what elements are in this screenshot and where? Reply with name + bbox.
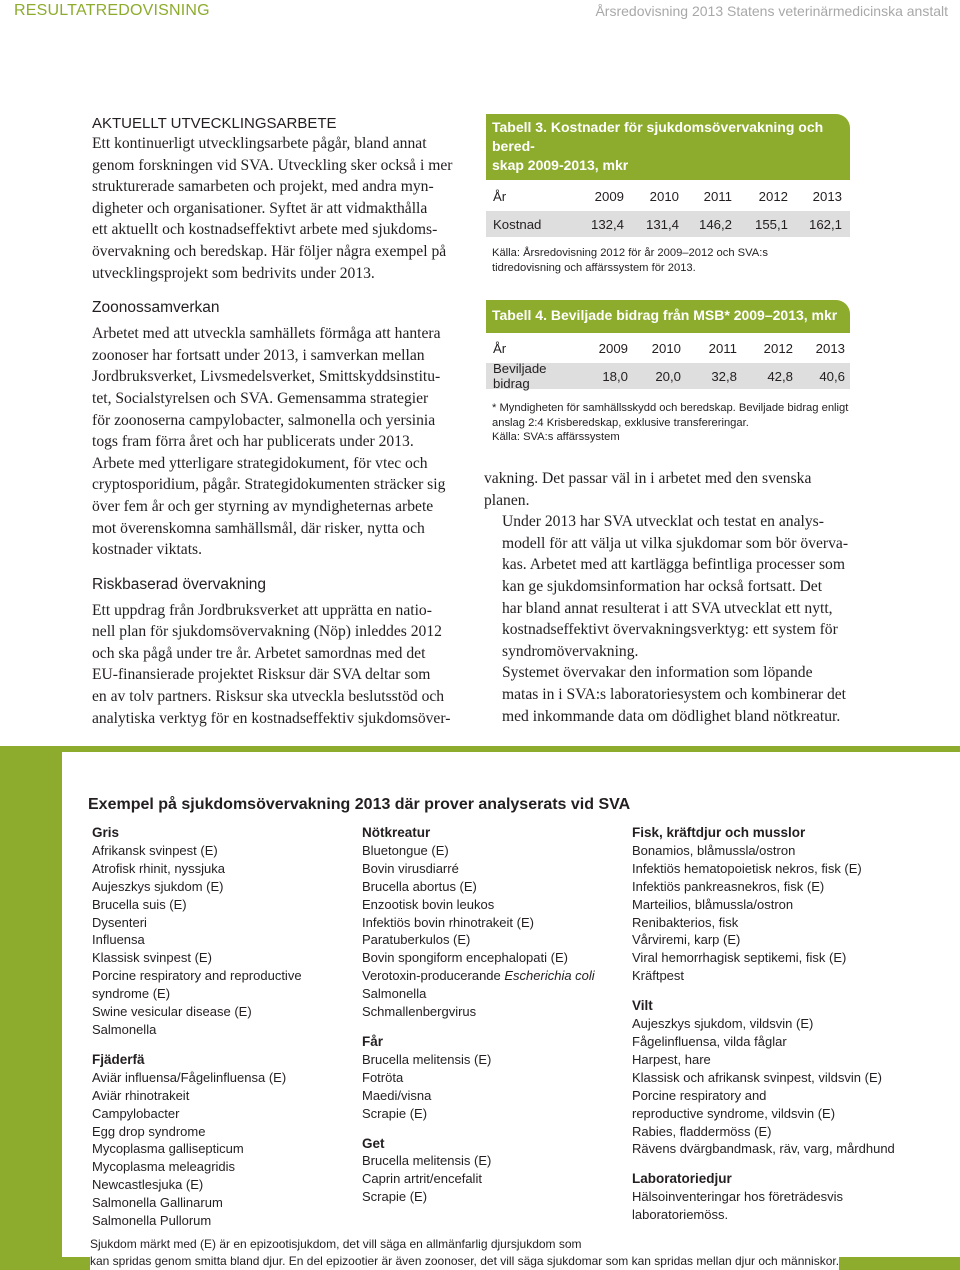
table4-note-line: * Myndigheten för samhällsskydd och beredskap. Beviljade bidrag enligt [492, 402, 849, 414]
right-column [486, 114, 850, 445]
disease-label: Salmonella Gallinarum [92, 1195, 223, 1211]
disease-label: Verotoxin-producerande [362, 968, 505, 984]
disease-item [92, 1194, 302, 1212]
text-line: Ett uppdrag från Jordbruksverket att upprätta en natio- [92, 601, 432, 619]
disease-label: Dysenteri [92, 914, 147, 930]
text-line: mot överenskomna samhällsmål, där risker, nytta och [92, 519, 425, 537]
disease-item [92, 967, 302, 985]
text-line: togs fram förra året och har publicerats under 2013. [92, 433, 414, 451]
text-line: med inkommande data om dödlighet bland nötkreatur. [502, 707, 841, 725]
left-column [92, 114, 467, 729]
table4-note-line: Källa: SVA:s affärssystem [492, 431, 620, 443]
disease-label: Porcine respiratory and reproductive [92, 968, 302, 984]
disease-label: Bonamios, blåmussla/ostron [632, 842, 796, 858]
table4-year: 2013 [815, 340, 845, 356]
disease-label: Salmonella Pullorum [92, 1213, 212, 1229]
table4-row-label: Beviljade bidrag [493, 361, 547, 391]
disease-item [632, 1087, 895, 1105]
disease-item [92, 1123, 302, 1141]
group-heading: Får [362, 1033, 384, 1049]
text-line: tet, Socialstyrelsen och SVA. Gemensamma strategier [92, 389, 429, 407]
disease-label: Klassisk och afrikansk svinpest, vildsvin (E) [632, 1069, 882, 1085]
table4-title: Tabell 4. Beviljade bidrag från MSB* 2009–2013, mkr [486, 300, 850, 333]
examples-column-3 [632, 824, 895, 1224]
disease-item [632, 1033, 895, 1051]
examples-panel [62, 752, 960, 1257]
table3-value: 155,1 [754, 216, 788, 232]
disease-item [632, 842, 895, 860]
disease-label: Enzootisk bovin leukos [362, 896, 495, 912]
intro-text [92, 133, 467, 284]
table3-year: 2011 [703, 188, 732, 204]
table4-value: 20,0 [655, 368, 681, 384]
disease-item [92, 878, 302, 896]
risk-text [92, 600, 467, 730]
group-heading: Get [362, 1135, 385, 1151]
text-line: kas. Arbetet med att kartlägga befintliga processer som [502, 556, 845, 574]
disease-item [92, 896, 302, 914]
disease-label: Bovin virusdiarré [362, 860, 459, 876]
table3-year: 2012 [758, 188, 788, 204]
table3-row-label: Kostnad [493, 216, 542, 232]
examples-column-1 [92, 824, 302, 1230]
group-heading: Vilt [632, 998, 653, 1014]
section-label: RESULTATREDOVISNING [14, 2, 210, 19]
disease-label: Mycoplasma gallisepticum [92, 1141, 244, 1157]
table3-note-line: tidredovisning och affärssystem för 2013. [492, 261, 696, 274]
disease-label: Marteilios, blåmussla/ostron [632, 896, 794, 912]
table3-note-line: Källa: Årsredovisning 2012 för år 2009–2012 och SVA:s [492, 247, 768, 259]
text-line: matas in i SVA:s laboratoriesystem och kombinerar det [502, 685, 847, 703]
footnote-line: Sjukdom märkt med (E) är en epizootisjukdom, det vill säga en allmänfarlig djursjukdom som [90, 1237, 582, 1251]
table4-year: 2011 [708, 340, 737, 356]
table4-value: 32,8 [711, 368, 737, 384]
text-line: analytiska verktyg för en kostnadseffektiv sjukdomsöver- [92, 709, 451, 727]
disease-label: Fågelinfluensa, vilda fåglar [632, 1033, 787, 1049]
table3-value-row [486, 211, 850, 237]
table4-value: 42,8 [767, 368, 793, 384]
disease-item [92, 1158, 302, 1176]
text-line: kan ge sjukdomsinformation har också fortsatt. Det [502, 577, 823, 595]
table4-note-line: anslag 2:4 Krisberedskap, exklusive transfereringar. [492, 416, 749, 429]
right-body-text [484, 468, 850, 727]
text-line: vakning. Det passar väl in i arbetet med den svenska [484, 470, 812, 487]
text-line: genom forskningen vid SVA. Utveckling sker också i mer [92, 156, 453, 174]
group-heading: Laboratoriedjur [632, 1171, 732, 1187]
text-line: digheter och organisationer. Syftet är att vidmakthålla [92, 199, 428, 217]
text-line: kostnader viktats. [92, 541, 203, 559]
text-line: utvecklingsprojekt som bedrivits under 2013. [92, 264, 375, 282]
text-line: cryptosporidium, pågår. Strategidokumenten sträcker sig [92, 476, 446, 494]
text-line: för zoonoserna campylobacter, salmonella och yersinia [92, 411, 436, 429]
disease-label: Porcine respiratory and [632, 1087, 767, 1103]
table3-value: 132,4 [590, 216, 624, 232]
table4-header-label: År [493, 340, 507, 356]
table3-note [486, 246, 850, 275]
disease-item [632, 1069, 895, 1087]
disease-label: Vårviremi, karp (E) [632, 932, 741, 948]
table4-header-row [486, 335, 850, 361]
disease-label: Maedi/visna [362, 1087, 432, 1103]
disease-item [362, 1069, 595, 1087]
disease-label: Infektiös pankreasnekros, fisk (E) [632, 878, 825, 894]
table3-value: 146,2 [698, 216, 732, 232]
disease-item [632, 860, 895, 878]
disease-item [632, 914, 895, 932]
disease-label: Salmonella [362, 986, 427, 1002]
disease-label: Fotröta [362, 1069, 404, 1085]
disease-label: Infektiös hematopoietisk nekros, fisk (E) [632, 860, 862, 876]
table3-value: 131,4 [645, 216, 679, 232]
disease-label: Egg drop syndrome [92, 1123, 206, 1139]
text-line: en av tolv partners. Risksur ska utveckla beslutsstöd och [92, 688, 445, 706]
disease-item [362, 1051, 595, 1069]
table4-year: 2009 [598, 340, 628, 356]
table3-title [486, 114, 850, 180]
footnote-line: kan spridas genom smitta bland djur. En del epizootier är även zoonoser, det vill säga sjukdomar som kan spridas mellan djur och människor. [90, 1254, 840, 1268]
table3-header-row [486, 183, 850, 209]
disease-item [632, 1015, 895, 1033]
disease-item [362, 1152, 595, 1170]
table4-value: 40,6 [819, 368, 845, 384]
disease-item [362, 914, 595, 932]
disease-label: Klassisk svinpest (E) [92, 950, 212, 966]
disease-item [362, 985, 595, 1003]
disease-item [92, 1140, 302, 1158]
disease-item [92, 985, 302, 1003]
disease-item [362, 860, 595, 878]
text-line: strukturerade samarbeten och projekt, med andra myn- [92, 178, 434, 196]
disease-item [92, 1021, 302, 1039]
disease-label: Newcastlesjuka (E) [92, 1177, 204, 1193]
disease-item [92, 1069, 302, 1087]
examples-box [0, 746, 960, 1270]
disease-item [632, 1123, 895, 1141]
examples-column-2 [362, 824, 595, 1206]
disease-item [362, 949, 595, 967]
disease-item [362, 931, 595, 949]
disease-item [362, 896, 595, 914]
table3-title-line: skap 2009-2013, mkr [492, 157, 629, 173]
disease-item [92, 949, 302, 967]
table3-title-line: Tabell 3. Kostnader för sjukdomsövervakning och bered- [492, 119, 824, 154]
text-line: zoonoser har fortsatt under 2013, i samverkan mellan [92, 346, 425, 364]
disease-item [92, 931, 302, 949]
text-line: och ska pågå under tre år. Arbetet samordnas med det [92, 644, 426, 662]
disease-item [92, 1212, 302, 1230]
zoonos-heading: Zoonossamverkan [92, 299, 220, 317]
disease-label: Brucella abortus (E) [362, 878, 477, 894]
disease-item [632, 1140, 895, 1158]
disease-item [632, 1105, 895, 1123]
disease-item [362, 878, 595, 896]
disease-label: Caprin artrit/encefalit [362, 1171, 482, 1187]
text-line: Under 2013 har SVA utvecklat och testat en analys- [502, 513, 824, 531]
disease-item [632, 967, 895, 985]
disease-label: Aujeszkys sjukdom (E) [92, 878, 224, 894]
disease-item [362, 842, 595, 860]
disease-item [362, 1170, 595, 1188]
disease-label: Rävens dvärgbandmask, räv, varg, mårdhund [632, 1141, 895, 1157]
disease-item [632, 1206, 895, 1224]
disease-item [632, 896, 895, 914]
text-line: Arbete med ytterligare strategidokument, för vtec och [92, 454, 428, 472]
disease-item [362, 967, 595, 985]
disease-label: Swine vesicular disease (E) [92, 1004, 252, 1020]
text-line: nell plan för sjukdomsövervakning (Nöp) inleddes 2012 [92, 623, 442, 641]
disease-label: Renibakterios, fisk [632, 914, 739, 930]
species-italic: Escherichia coli [504, 968, 595, 984]
text-line: övervakning och beredskap. Här följer några exempel på [92, 242, 447, 260]
disease-item [632, 1188, 895, 1206]
disease-label: Mycoplasma meleagridis [92, 1159, 236, 1175]
disease-label: Aviär rhinotrakeit [92, 1087, 190, 1103]
table4-note [486, 401, 850, 445]
disease-item [632, 878, 895, 896]
disease-item [92, 860, 302, 878]
zoonos-text [92, 323, 467, 561]
disease-label: Afrikansk svinpest (E) [92, 842, 218, 858]
text-line: över fem år och ger styrning av myndigheternas arbete [92, 497, 434, 515]
table3-value: 162,1 [808, 216, 842, 232]
disease-item [632, 931, 895, 949]
disease-item [362, 1105, 595, 1123]
disease-item [92, 842, 302, 860]
disease-label: Bovin spongiform encephalopati (E) [362, 950, 568, 966]
group-heading: Fjäderfä [92, 1051, 145, 1067]
group-heading: Fisk, kräftdjur och musslor [632, 825, 806, 840]
text-line: modell för att välja ut vilka sjukdomar som bör överva- [502, 534, 849, 552]
disease-label: Harpest, hare [632, 1051, 711, 1067]
table4-year: 2010 [651, 340, 681, 356]
table3-year: 2013 [812, 188, 842, 204]
disease-label: Rabies, fladdermöss (E) [632, 1123, 772, 1139]
disease-label: laboratoriemöss. [632, 1207, 729, 1223]
disease-label: Kräftpest [632, 968, 685, 984]
disease-item [632, 949, 895, 967]
disease-item [92, 1087, 302, 1105]
text-line: Arbetet med att utveckla samhällets förmåga att hantera [92, 325, 441, 343]
text-line: kostnadseffektivt övervakningsverktyg: ett system för [502, 621, 838, 639]
publication-title: Årsredovisning 2013 Statens veterinärmedicinska anstalt [595, 3, 948, 19]
disease-label: syndrome (E) [92, 986, 171, 1002]
disease-label: Brucella melitensis (E) [362, 1153, 492, 1169]
disease-label: Influensa [92, 932, 145, 948]
group-heading: Gris [92, 825, 120, 840]
disease-label: Salmonella [92, 1021, 157, 1037]
text-line: ett aktuellt och kostnadseffektivt arbete med sjukdoms- [92, 221, 438, 239]
disease-label: Scrapie (E) [362, 1105, 428, 1121]
text-line: syndromövervakning. [502, 642, 639, 660]
section-heading: AKTUELLT UTVECKLINGSARBETE [92, 115, 337, 132]
disease-label: Aviär influensa/Fågelinfluensa (E) [92, 1069, 287, 1085]
disease-label: Infektiös bovin rhinotrakeit (E) [362, 914, 534, 930]
text-line: planen. [484, 491, 530, 509]
examples-title: Exempel på sjukdomsövervakning 2013 där prover analyserats vid SVA [88, 796, 631, 813]
text-line: har bland annat resulterat i att SVA utvecklat ett nytt, [502, 599, 833, 617]
disease-item [632, 1051, 895, 1069]
disease-label: Scrapie (E) [362, 1189, 428, 1205]
disease-label: Brucella melitensis (E) [362, 1051, 492, 1067]
disease-label: Brucella suis (E) [92, 896, 187, 912]
disease-item [92, 914, 302, 932]
disease-item [362, 1188, 595, 1206]
table3-year: 2010 [649, 188, 679, 204]
table3-header-label: År [493, 188, 507, 204]
disease-item [92, 1105, 302, 1123]
text-line: Systemet övervakar den information som löpande [502, 664, 813, 682]
disease-item [92, 1176, 302, 1194]
group-heading: Nötkreatur [362, 825, 431, 840]
disease-label: Aujeszkys sjukdom, vildsvin (E) [632, 1016, 814, 1032]
text-line: Ett kontinuerligt utvecklingsarbete pågår, bland annat [92, 135, 427, 152]
table4-value-row [486, 363, 850, 389]
text-line: Jordbruksverket, Livsmedelsverket, Smittskyddsinstitu- [92, 368, 441, 386]
disease-label: Campylobacter [92, 1105, 180, 1121]
disease-label: Atrofisk rhinit, nyssjuka [92, 860, 225, 876]
disease-item [362, 1087, 595, 1105]
table3-year: 2009 [594, 188, 624, 204]
disease-label: Viral hemorrhagisk septikemi, fisk (E) [632, 950, 847, 966]
risk-heading: Riskbaserad övervakning [92, 575, 267, 593]
table4-year: 2012 [763, 340, 793, 356]
disease-item [362, 1003, 595, 1021]
disease-label: Paratuberkulos (E) [362, 932, 471, 948]
disease-item [92, 1003, 302, 1021]
disease-label: Schmallenbergvirus [362, 1004, 477, 1020]
text-line: EU-finansierade projektet Risksur där SVA deltar som [92, 666, 431, 684]
footnote [90, 1236, 839, 1270]
disease-label: Bluetongue (E) [362, 842, 449, 858]
table4-value: 18,0 [602, 368, 628, 384]
disease-label: reproductive syndrome, vildsvin (E) [632, 1105, 836, 1121]
disease-label: Hälsoinventeringar hos företrädesvis [632, 1189, 843, 1205]
